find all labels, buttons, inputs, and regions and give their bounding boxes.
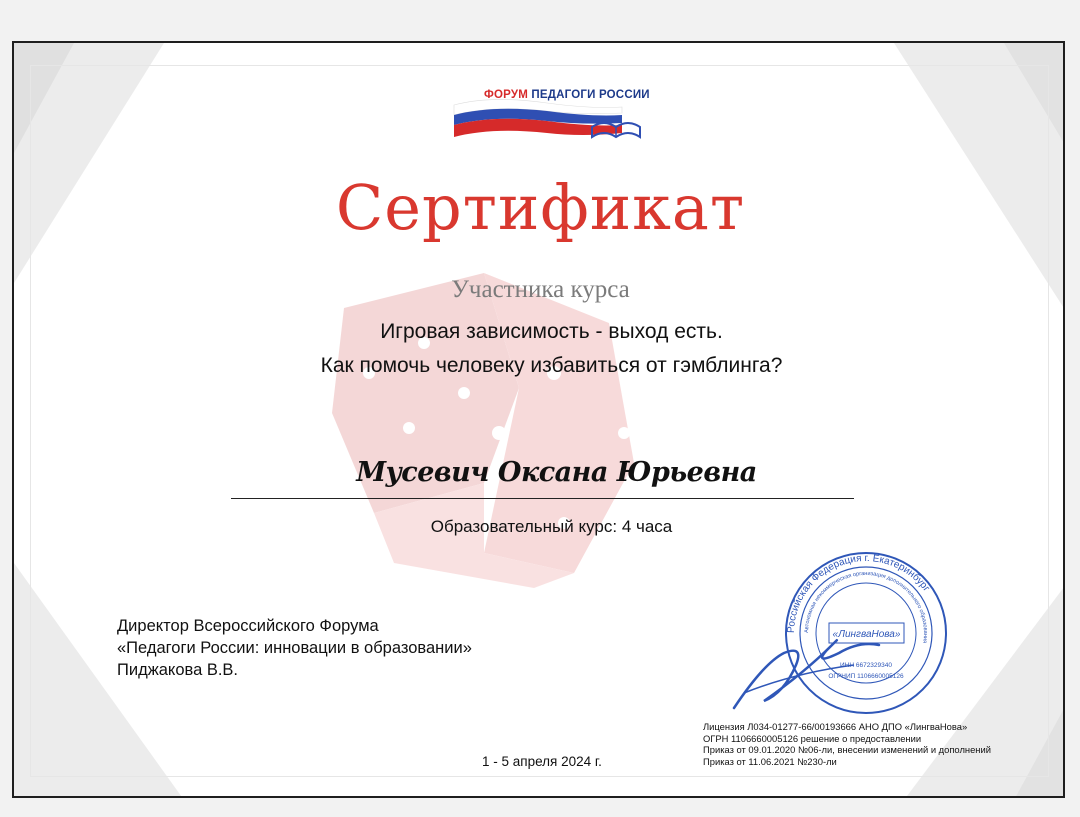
course-dates: 1 - 5 апреля 2024 г. — [482, 754, 602, 769]
director-block — [117, 615, 472, 681]
certificate — [12, 41, 1065, 798]
course-hours: Образовательный курс: 4 часа — [430, 517, 673, 536]
stamp-inn: ИНН 6672329340 — [839, 662, 893, 669]
license-line-2: ОГРН 1106660005126 решение о предоставлении — [703, 732, 922, 744]
certificate-subtitle: Участника курса — [451, 276, 630, 303]
recipient-name: Мусевич Оксана Юрьевна — [356, 457, 757, 488]
stamp-ogrn: ОГРНИП 1106660005126 — [828, 673, 904, 680]
stamp-outer-text: Российская Федерация г. Екатеринбург — [785, 552, 932, 634]
name-underline — [231, 498, 854, 499]
logo-word-pedagogi: ПЕДАГОГИ РОССИИ — [531, 89, 650, 101]
director-line-3: Пиджакова В.В. — [117, 661, 239, 679]
official-stamp — [704, 533, 964, 733]
stamp-inner-text: Автономная некоммерческая организация дополнительного образования — [803, 570, 929, 644]
logo-word-forum: ФОРУМ — [484, 89, 529, 101]
course-title-line-2: Как помочь человеку избавиться от гэмблинга? — [320, 354, 783, 377]
certificate-title: Сертификат — [335, 171, 746, 244]
license-line-1: Лицензия Л034-01277-66/00193666 АНО ДПО «ЛингваНова» — [703, 721, 968, 732]
stamp-center-text: «ЛингваНова» — [832, 629, 901, 640]
license-line-4: Приказ от 11.06.2021 №230-ли — [703, 755, 837, 767]
course-title-line-1: Игровая зависимость - выход есть. — [380, 320, 723, 343]
director-line-2: «Педагоги России: инновации в образовании» — [117, 639, 472, 657]
license-block — [703, 721, 991, 767]
license-line-3: Приказ от 09.01.2020 №06-ли, внесении изменений и дополнений — [703, 744, 991, 755]
director-line-1: Директор Всероссийского Форума — [117, 617, 379, 635]
logo-text — [484, 89, 650, 101]
